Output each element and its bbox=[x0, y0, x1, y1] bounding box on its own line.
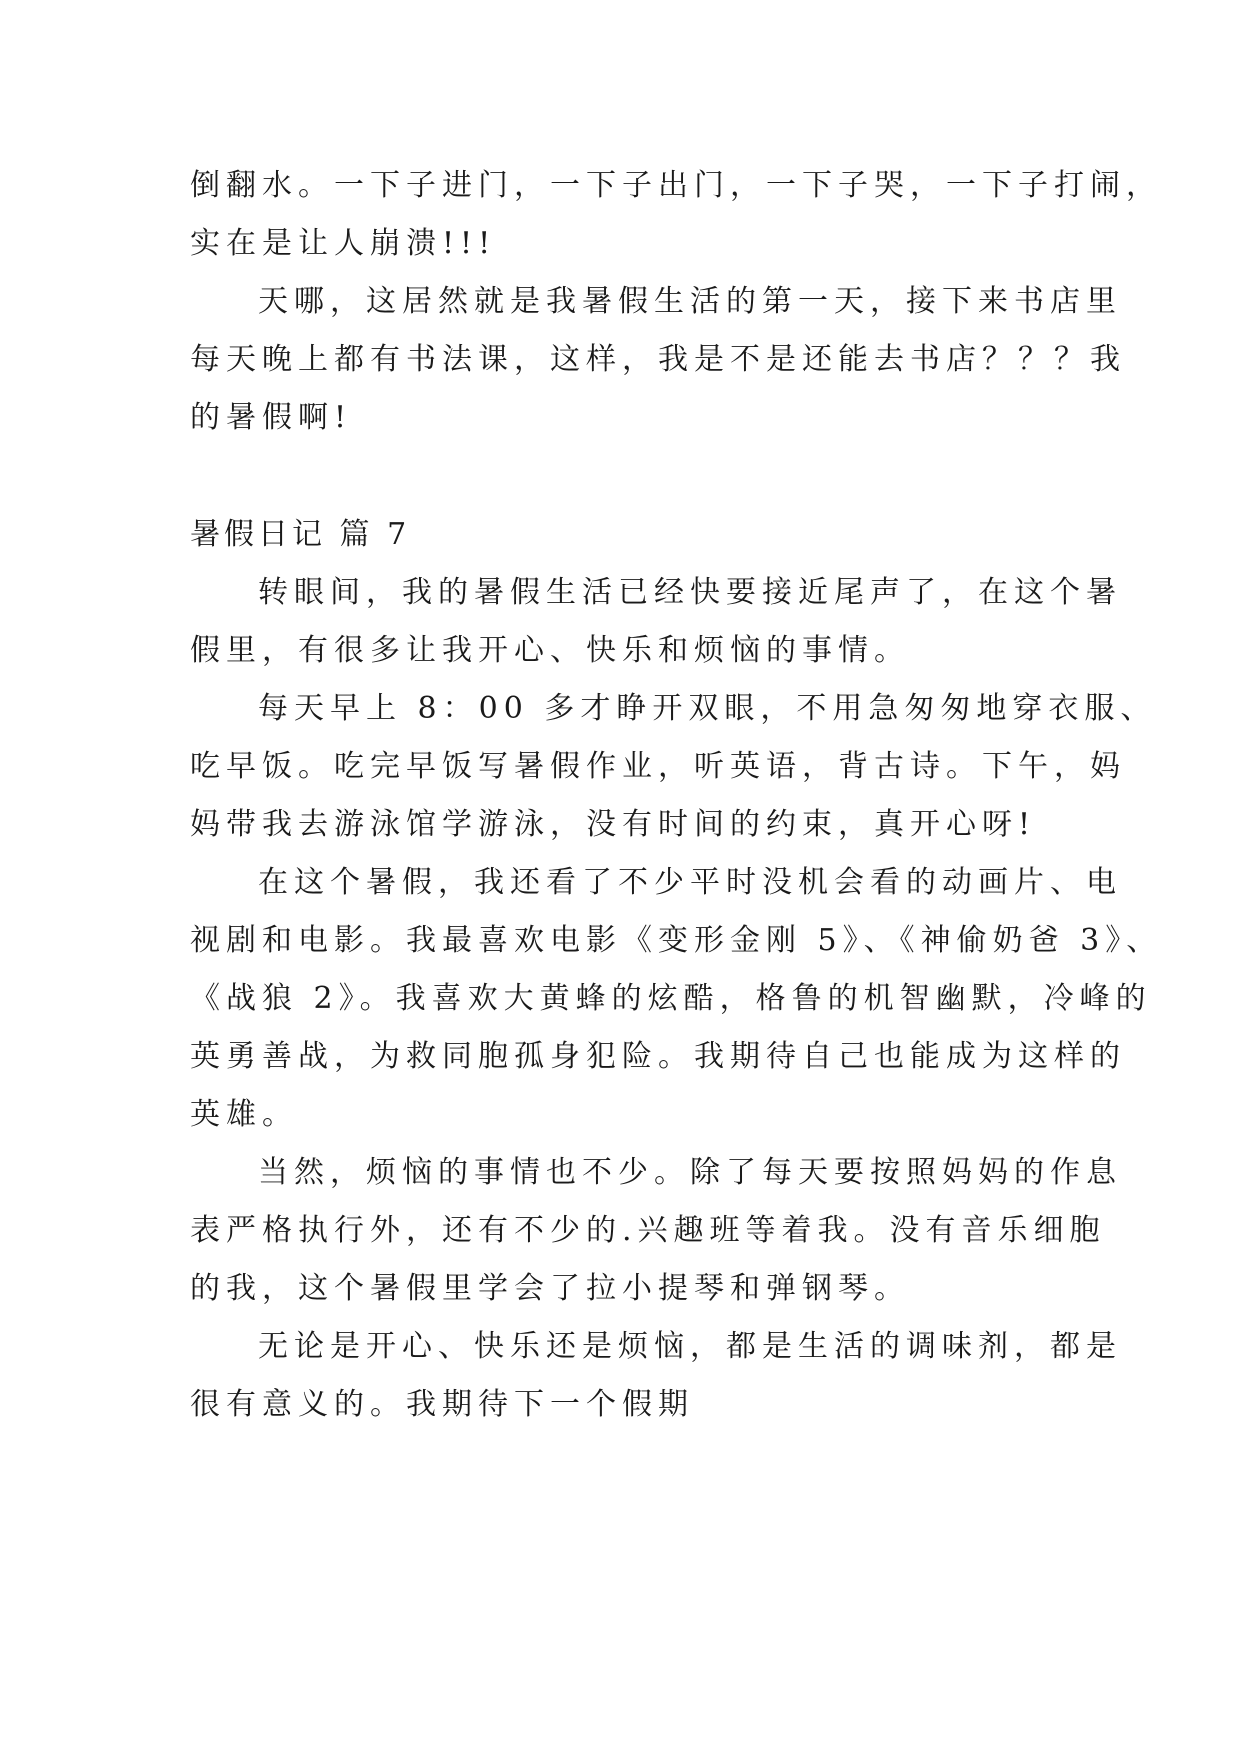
section-title: 暑假日记 篇 7 bbox=[190, 517, 411, 552]
text-line: 天哪，这居然就是我暑假生活的第一天，接下来书店里 bbox=[258, 284, 1122, 319]
text-line: 吃早饭。吃完早饭写暑假作业，听英语，背古诗。下午，妈 bbox=[190, 749, 1126, 784]
text-line: 假里，有很多让我开心、快乐和烦恼的事情。 bbox=[190, 633, 910, 668]
text-line: 的我，这个暑假里学会了拉小提琴和弹钢琴。 bbox=[190, 1271, 910, 1306]
text-line: 英勇善战，为救同胞孤身犯险。我期待自己也能成为这样的 bbox=[190, 1039, 1126, 1074]
text-line: 倒翻水。一下子进门，一下子出门，一下子哭，一下子打闹， bbox=[190, 168, 1162, 203]
text-line: 每天早上 8：00 多才睁开双眼，不用急匆匆地穿衣服、 bbox=[258, 691, 1157, 726]
text-line: 视剧和电影。我最喜欢电影《变形金刚 5》、《神偷奶爸 3》、 bbox=[190, 923, 1163, 958]
text-line: 当然，烦恼的事情也不少。除了每天要按照妈妈的作息 bbox=[258, 1155, 1122, 1190]
text-line: 很有意义的。我期待下一个假期 bbox=[190, 1387, 694, 1422]
text-line: 在这个暑假，我还看了不少平时没机会看的动画片、电 bbox=[258, 865, 1122, 900]
text-line: 《战狼 2》。我喜欢大黄蜂的炫酷，格鲁的机智幽默，冷峰的 bbox=[190, 981, 1152, 1016]
text-line: 每天晚上都有书法课，这样，我是不是还能去书店？？？我 bbox=[190, 342, 1126, 377]
text-line: 实在是让人崩溃!!! bbox=[190, 226, 497, 261]
text-line: 的暑假啊! bbox=[190, 400, 353, 435]
text-line: 转眼间，我的暑假生活已经快要接近尾声了，在这个暑 bbox=[258, 575, 1122, 610]
text-line: 妈带我去游泳馆学游泳，没有时间的约束，真开心呀! bbox=[190, 807, 1037, 842]
text-line: 无论是开心、快乐还是烦恼，都是生活的调味剂，都是 bbox=[258, 1329, 1122, 1364]
text-line: 英雄。 bbox=[190, 1097, 298, 1132]
text-line: 表严格执行外，还有不少的.兴趣班等着我。没有音乐细胞 bbox=[190, 1213, 1106, 1248]
